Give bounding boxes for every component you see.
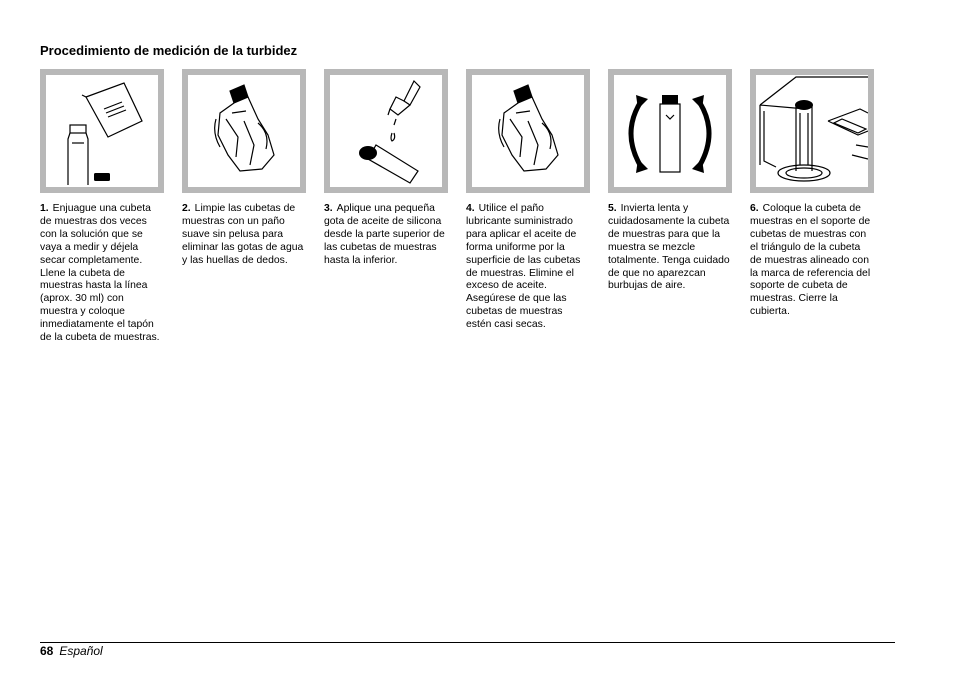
step-6-illustration — [750, 69, 874, 193]
step-2-illustration — [182, 69, 306, 193]
beaker-and-sample-cell-icon — [46, 75, 158, 187]
invert-cell-arrows-icon — [614, 75, 726, 187]
step-text: Aplique una pequeña gota de aceite de silicona desde la parte superior de las cubetas de muestras hasta la inferior. — [324, 203, 445, 266]
step-text: Utilice el paño lubricante suministrado para aplicar el aceite de forma uniforme por la superficie de las cubetas de muestras. Elimine el exceso de aceite. Asegúrese de que las cubetas de muestras estén casi secas. — [466, 203, 581, 331]
step-text: Invierta lenta y cuidadosamente la cubeta de muestras para que la muestra se mezcle totalmente. Tenga cuidado de que no aparezcan burbujas de aire. — [608, 203, 730, 292]
step-6 — [750, 69, 876, 319]
step-number: 6. — [750, 203, 759, 214]
section-heading: Procedimiento de medición de la turbidez — [40, 43, 298, 58]
silicone-oil-drop-icon — [330, 75, 442, 187]
step-3 — [324, 69, 450, 268]
step-number: 3. — [324, 203, 333, 214]
step-5 — [608, 69, 734, 293]
step-number: 1. — [40, 203, 49, 214]
cloth-wiping-cell-icon — [188, 75, 300, 187]
instrument-cell-holder-icon — [756, 75, 868, 187]
step-4-illustration — [466, 69, 590, 193]
step-1-illustration — [40, 69, 164, 193]
step-2 — [182, 69, 308, 268]
step-text: Enjuague una cubeta de muestras dos veces con la solución que se vaya a medir y déjela secar completamente. Llene la cubeta de muestras hasta la línea (aprox. 30 ml) con muestra y coloque inmediatamente el tapón de la cubeta de muestras. — [40, 203, 160, 344]
step-text: Limpie las cubetas de muestras con un paño suave sin pelusa para eliminar las gotas de agua y las huellas de dedos. — [182, 203, 304, 266]
step-text: Coloque la cubeta de muestras en el soporte de cubetas de muestras con el triángulo de la cubeta de muestras alineado con la marca de referencia del soporte de cubeta de muestras. Cierre la cubierta. — [750, 203, 871, 318]
page-footer — [40, 644, 103, 658]
step-number: 4. — [466, 203, 475, 214]
step-5-illustration — [608, 69, 732, 193]
footer-language: Español — [59, 644, 103, 658]
step-number: 2. — [182, 203, 191, 214]
step-3-illustration — [324, 69, 448, 193]
step-4 — [466, 69, 592, 332]
footer-divider — [40, 642, 895, 643]
step-number: 5. — [608, 203, 617, 214]
oiling-cloth-icon — [472, 75, 584, 187]
page-number: 68 — [40, 644, 54, 658]
step-1 — [40, 69, 166, 345]
